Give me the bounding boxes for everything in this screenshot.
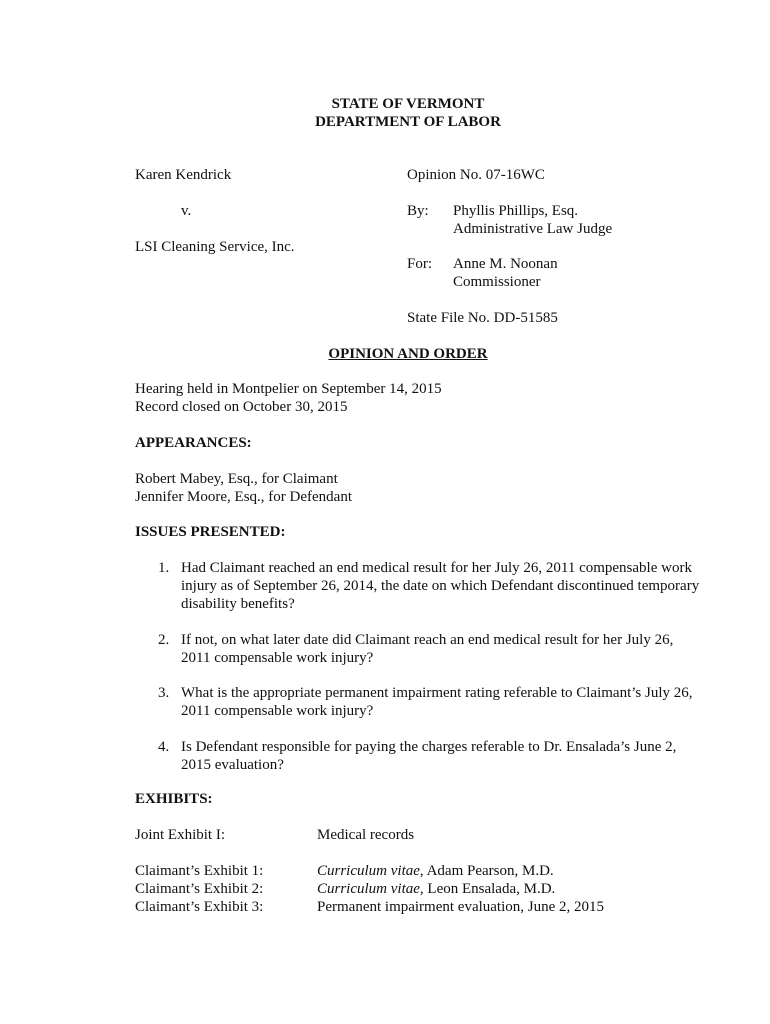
record-closed: Record closed on October 30, 2015 [135, 399, 348, 415]
issue-text: Is Defendant responsible for paying the charges referable to Dr. Ensalada’s June 2, 2015 evaluation? [181, 739, 677, 773]
appearance-claimant: Robert Mabey, Esq., for Claimant [135, 471, 338, 487]
exhibits-heading: EXHIBITS: [135, 791, 213, 807]
issue-number: 2. [158, 632, 170, 648]
by-label: By: [407, 203, 429, 219]
issues-heading: ISSUES PRESENTED: [135, 524, 286, 540]
issue-text: Had Claimant reached an end medical result for her July 26, 2011 compensable work injury as of September 26, 2014, the date on which Defendant discontinued temporary disability benefits? [181, 560, 700, 612]
exhibit-description-italic: Curriculum vitae [317, 863, 420, 879]
document-title: OPINION AND ORDER [328, 346, 488, 362]
appearances-heading: APPEARANCES: [135, 435, 252, 451]
issue-text: What is the appropriate permanent impairment rating referable to Claimant’s July 26, 2011 compensable work injury? [181, 685, 693, 719]
issue-number: 4. [158, 739, 170, 755]
exhibit-description [317, 898, 604, 916]
header-department: DEPARTMENT OF LABOR [315, 114, 501, 130]
hearing-held: Hearing held in Montpelier on September 14, 2015 [135, 381, 442, 397]
header-state: STATE OF VERMONT [331, 96, 485, 112]
issue-text: If not, on what later date did Claimant reach an end medical result for her July 26, 2011 compensable work injury? [181, 632, 674, 666]
exhibit-description-rest: Permanent impairment evaluation, June 2, 2015 [317, 899, 605, 915]
exhibit-description: Medical records [317, 827, 415, 843]
judge-title: Administrative Law Judge [453, 221, 613, 237]
exhibit-label: Claimant’s Exhibit 2: [135, 881, 264, 897]
issue-number: 1. [158, 560, 170, 576]
exhibit-label: Claimant’s Exhibit 3: [135, 899, 264, 915]
versus-label: v. [181, 203, 192, 219]
opinion-number: Opinion No. 07-16WC [407, 167, 545, 183]
commissioner-title: Commissioner [453, 274, 541, 290]
exhibit-description [317, 880, 555, 898]
exhibit-label: Claimant’s Exhibit 1: [135, 863, 264, 879]
exhibit-description-rest: , Adam Pearson, M.D. [419, 863, 554, 879]
for-label: For: [407, 256, 433, 272]
claimant-name: Karen Kendrick [135, 167, 232, 183]
exhibit-description [317, 862, 554, 880]
exhibit-label: Joint Exhibit I: [135, 827, 225, 843]
issue-number: 3. [158, 685, 170, 701]
exhibit-description-rest: , Leon Ensalada, M.D. [419, 881, 556, 897]
state-file-number: State File No. DD-51585 [407, 310, 558, 326]
judge-name: Phyllis Phillips, Esq. [453, 203, 579, 219]
appearance-defendant: Jennifer Moore, Esq., for Defendant [135, 489, 353, 505]
defendant-name: LSI Cleaning Service, Inc. [135, 239, 295, 255]
exhibit-description-italic: Curriculum vitae [317, 881, 420, 897]
commissioner-name: Anne M. Noonan [453, 256, 558, 272]
